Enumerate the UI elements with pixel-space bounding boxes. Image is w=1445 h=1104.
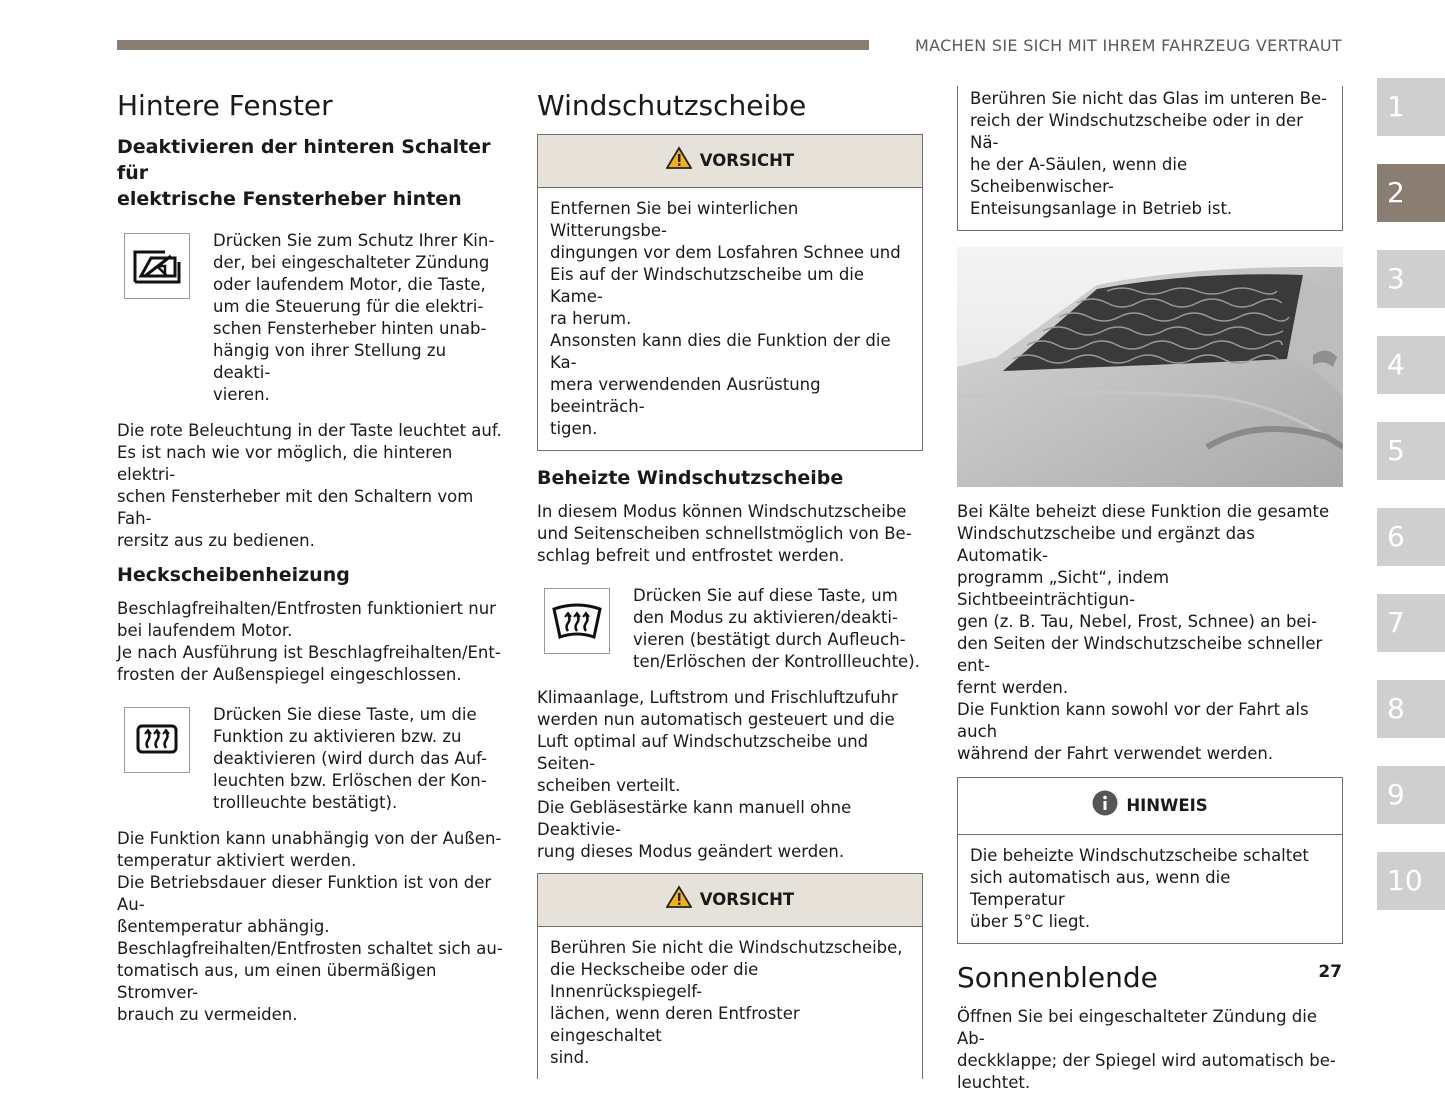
chapter-tab-8[interactable]: 8 [1377,680,1445,738]
caution-box-defroster [537,873,923,1079]
page-number: 27 [1318,962,1342,982]
paragraph-cold-heating: Bei Kälte beheizt diese Funktion die gesamte Windschutzscheibe und ergänzt das Automatik- programm „Sicht“, indem Sichtbeeinträchtigun- gen (z. B. Tau, Nebel, Frost, Schnee) an bei- den Seiten der Windschutzscheibe schneller ent- fernt werden. Die Funktion kann sowohl vor der Fahrt als auch während der Fahrt verwendet werden. [957,502,1330,763]
paragraph-red-light: Die rote Beleuchtung in der Taste leuchtet auf. Es ist nach wie vor möglich, die hinteren elektri- schen Fensterheber mit den Schaltern vom Fah- rersitz aus zu bedienen. [117,421,502,550]
column-left [117,86,505,1036]
icon-row-rear-defrost [124,704,505,814]
paragraph-defog-info: Beschlagfreihalten/Entfrosten funktioniert nur bei laufendem Motor. Je nach Ausführung ist Beschlagfreihalten/Ent- frosten der Außenspiegel eingeschlossen. [117,599,501,684]
chapter-tab-5[interactable]: 5 [1377,422,1445,480]
windshield-defrost-description: Drücken Sie auf diese Taste, um den Modus zu aktivieren/deakti- vieren (bestätigt durch Aufleuch- ten/Erlöschen der Kontrollleuchte). [633,586,920,671]
section-title-windshield: Windschutzscheibe [537,89,807,122]
caution-header [538,135,922,188]
paragraph-heated-mode: In diesem Modus können Windschutzscheibe und Seitenscheiben schnellstmöglich von Be- schlag befreit und entfrostet werden. [537,502,912,565]
window-lock-description: Drücken Sie zum Schutz Ihrer Kin- der, bei eingeschalteter Zündung oder laufendem Motor, die Taste, um die Steuerung für die elektri- schen Fensterheber hinten unab- hängig von ihrer Stellung zu deakti- vieren. [213,231,495,404]
chapter-tab-7[interactable]: 7 [1377,594,1445,652]
chapter-tab-4[interactable]: 4 [1377,336,1445,394]
chapter-tab-2[interactable]: 2 [1377,164,1445,222]
icon-row-windshield-defrost [544,585,923,673]
subheading-heated-windshield: Beheizte Windschutzscheibe [537,467,844,489]
column-right [957,86,1343,1104]
icon-row-window-lock [124,230,505,406]
windshield-defrost-icon [544,588,610,654]
caution-label-2: VORSICHT [699,890,795,909]
warning-triangle-icon [666,885,692,915]
caution-text: Entfernen Sie bei winterlichen Witterungsbe- dingungen vor dem Losfahren Schnee und Eis auf der Windschutzscheibe um die Kame- ra herum. Ansonsten kann dies die Funktion der die Ka- mera verwendenden Ausrüstung beeinträch- tigen. [550,199,901,438]
column-middle [537,86,923,1079]
caution-continuation: Berühren Sie nicht das Glas im unteren Be- reich der Windschutzscheibe oder in der Nä- he der A-Säulen, wenn die Scheibenwischer- Enteisungsanlage in Betrieb ist. [957,86,1343,231]
section-title-rear-windows: Hintere Fenster [117,89,333,122]
chapter-tab-10[interactable]: 10 [1377,852,1445,910]
section-title-sun-visor: Sonnenblende [957,961,1158,994]
chapter-tab-9[interactable]: 9 [1377,766,1445,824]
note-box [957,777,1343,944]
paragraph-climate-auto: Klimaanlage, Luftstrom und Frischluftzufuhr werden nun automatisch gesteuert und die Luft optimal auf Windschutzscheibe und Seiten- scheiben verteilt. Die Gebläsestärke kann manuell ohne Deaktivie- rung dieses Modus geändert werden. [537,688,898,861]
chapter-title: MACHEN SIE SICH MIT IHREM FAHRZEUG VERTRAUT [915,36,1342,55]
note-text: Die beheizte Windschutzscheibe schaltet sich automatisch aus, wenn die Temperatur über 5°C liegt. [970,846,1309,931]
rear-defrost-icon [124,707,190,773]
chapter-tab-3[interactable]: 3 [1377,250,1445,308]
subheading-rear-window-heating: Heckscheibenheizung [117,564,350,586]
chapter-tab-6[interactable]: 6 [1377,508,1445,566]
subheading-deactivate-rear-switches: Deaktivieren der hinteren Schalter für elektrische Fensterheber hinten [117,136,491,210]
caution-box-camera [537,134,923,451]
rear-defrost-description: Drücken Sie diese Taste, um die Funktion zu aktivieren bzw. zu deaktivieren (wird durch das Auf- leuchten bzw. Erlöschen der Kon- trollleuchte bestätigt). [213,705,488,812]
heated-windshield-car-illustration [957,247,1343,487]
info-icon [1092,790,1118,822]
warning-triangle-icon [666,146,692,176]
caution-text-2: Berühren Sie nicht die Windschutzscheibe, die Heckscheibe oder die Innenrückspiegelf- lächen, wenn deren Entfroster eingeschaltet sind. [550,938,903,1067]
header-bar [117,40,869,50]
note-header [958,778,1342,835]
note-label: HINWEIS [1126,796,1208,815]
window-lock-icon [124,233,190,299]
paragraph-function-duration: Die Funktion kann unabhängig von der Außen- temperatur aktiviert werden. Die Betriebsdauer dieser Funktion ist von der Au- ßentemperatur abhängig. Beschlagfreihalten/Entfrosten schaltet sich au- tomatisch aus, um einen übermäßigen Stromver- brauch zu vermeiden. [117,829,503,1024]
caution-header-2 [538,874,922,927]
chapter-tab-1[interactable]: 1 [1377,78,1445,136]
caution-label: VORSICHT [699,151,795,170]
paragraph-sun-visor: Öffnen Sie bei eingeschalteter Zündung die Ab- deckklappe; der Spiegel wird automatisch be- leuchtet. [957,1007,1336,1092]
